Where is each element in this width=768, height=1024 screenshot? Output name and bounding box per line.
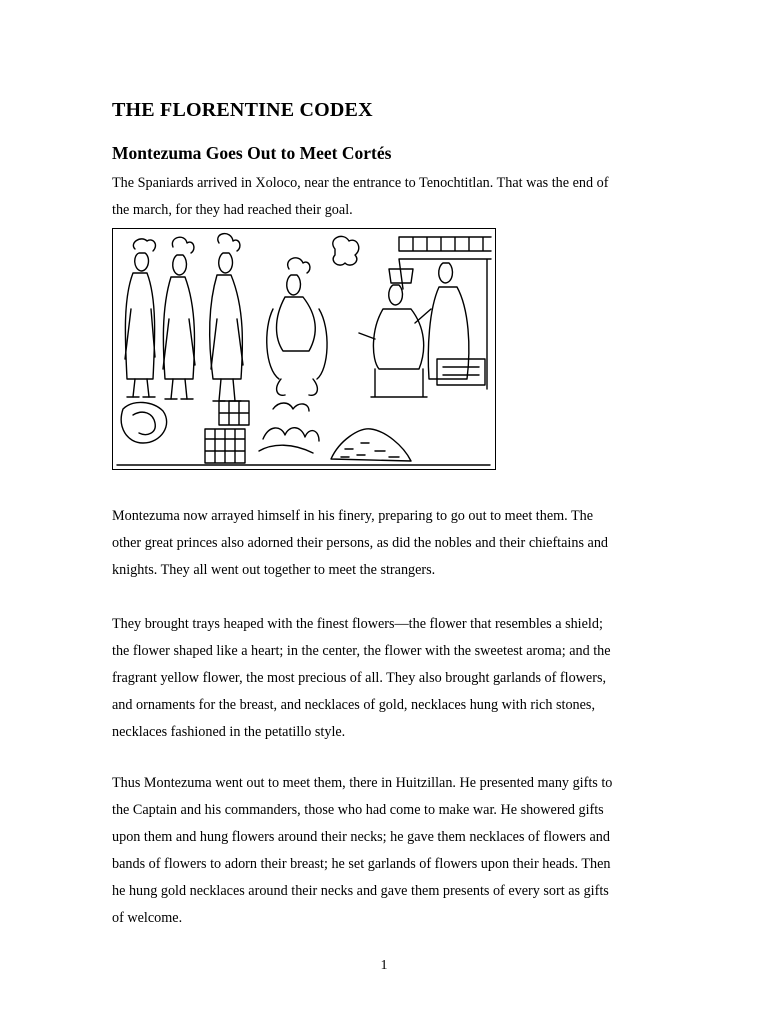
paragraph-line: Thus Montezuma went out to meet them, there in Huitzillan. He presented many gifts to bbox=[112, 775, 613, 791]
paragraph-line: upon them and hung flowers around their necks; he gave them necklaces of flowers and bbox=[112, 829, 610, 845]
page-number: 1 bbox=[380, 958, 388, 973]
paragraph-line: the march, for they had reached their goal. bbox=[112, 202, 353, 218]
paragraph-line: The Spaniards arrived in Xoloco, near the entrance to Tenochtitlan. That was the end of bbox=[112, 175, 609, 191]
paragraph-line: Montezuma now arrayed himself in his finery, preparing to go out to meet them. The bbox=[112, 508, 594, 524]
paragraph-line: of welcome. bbox=[112, 910, 183, 926]
codex-illustration bbox=[112, 228, 496, 470]
paragraph-line: and ornaments for the breast, and necklaces of gold, necklaces hung with rich stones, bbox=[112, 697, 596, 713]
paragraph-line: the Captain and his commanders, those who had come to make war. He showered gifts bbox=[112, 802, 604, 818]
paragraph-line: the flower shaped like a heart; in the center, the flower with the sweetest aroma; and the bbox=[112, 643, 611, 659]
paragraph-3 bbox=[112, 611, 652, 746]
paragraph-4 bbox=[112, 770, 652, 932]
paragraph-line: necklaces fashioned in the petatillo style. bbox=[112, 724, 346, 740]
paragraph-line: other great princes also adorned their persons, as did the nobles and their chieftains and bbox=[112, 535, 609, 551]
document-title: THE FLORENTINE CODEX bbox=[112, 99, 373, 121]
paragraph-line: bands of flowers to adorn their breast; he set garlands of flowers upon their heads. Then bbox=[112, 856, 611, 872]
paragraph-line: They brought trays heaped with the finest flowers—the flower that resembles a shield; bbox=[112, 616, 603, 632]
paragraph-line: knights. They all went out together to meet the strangers. bbox=[112, 562, 436, 578]
paragraph-2 bbox=[112, 503, 652, 584]
paragraph-line: fragrant yellow flower, the most precious of all. They also brought garlands of flowers, bbox=[112, 670, 607, 686]
codex-illustration-drawing bbox=[113, 229, 494, 468]
section-heading: Montezuma Goes Out to Meet Cortés bbox=[112, 143, 392, 163]
paragraph-1 bbox=[112, 170, 652, 224]
paragraph-line: he hung gold necklaces around their necks and gave them presents of every sort as gifts bbox=[112, 883, 609, 899]
